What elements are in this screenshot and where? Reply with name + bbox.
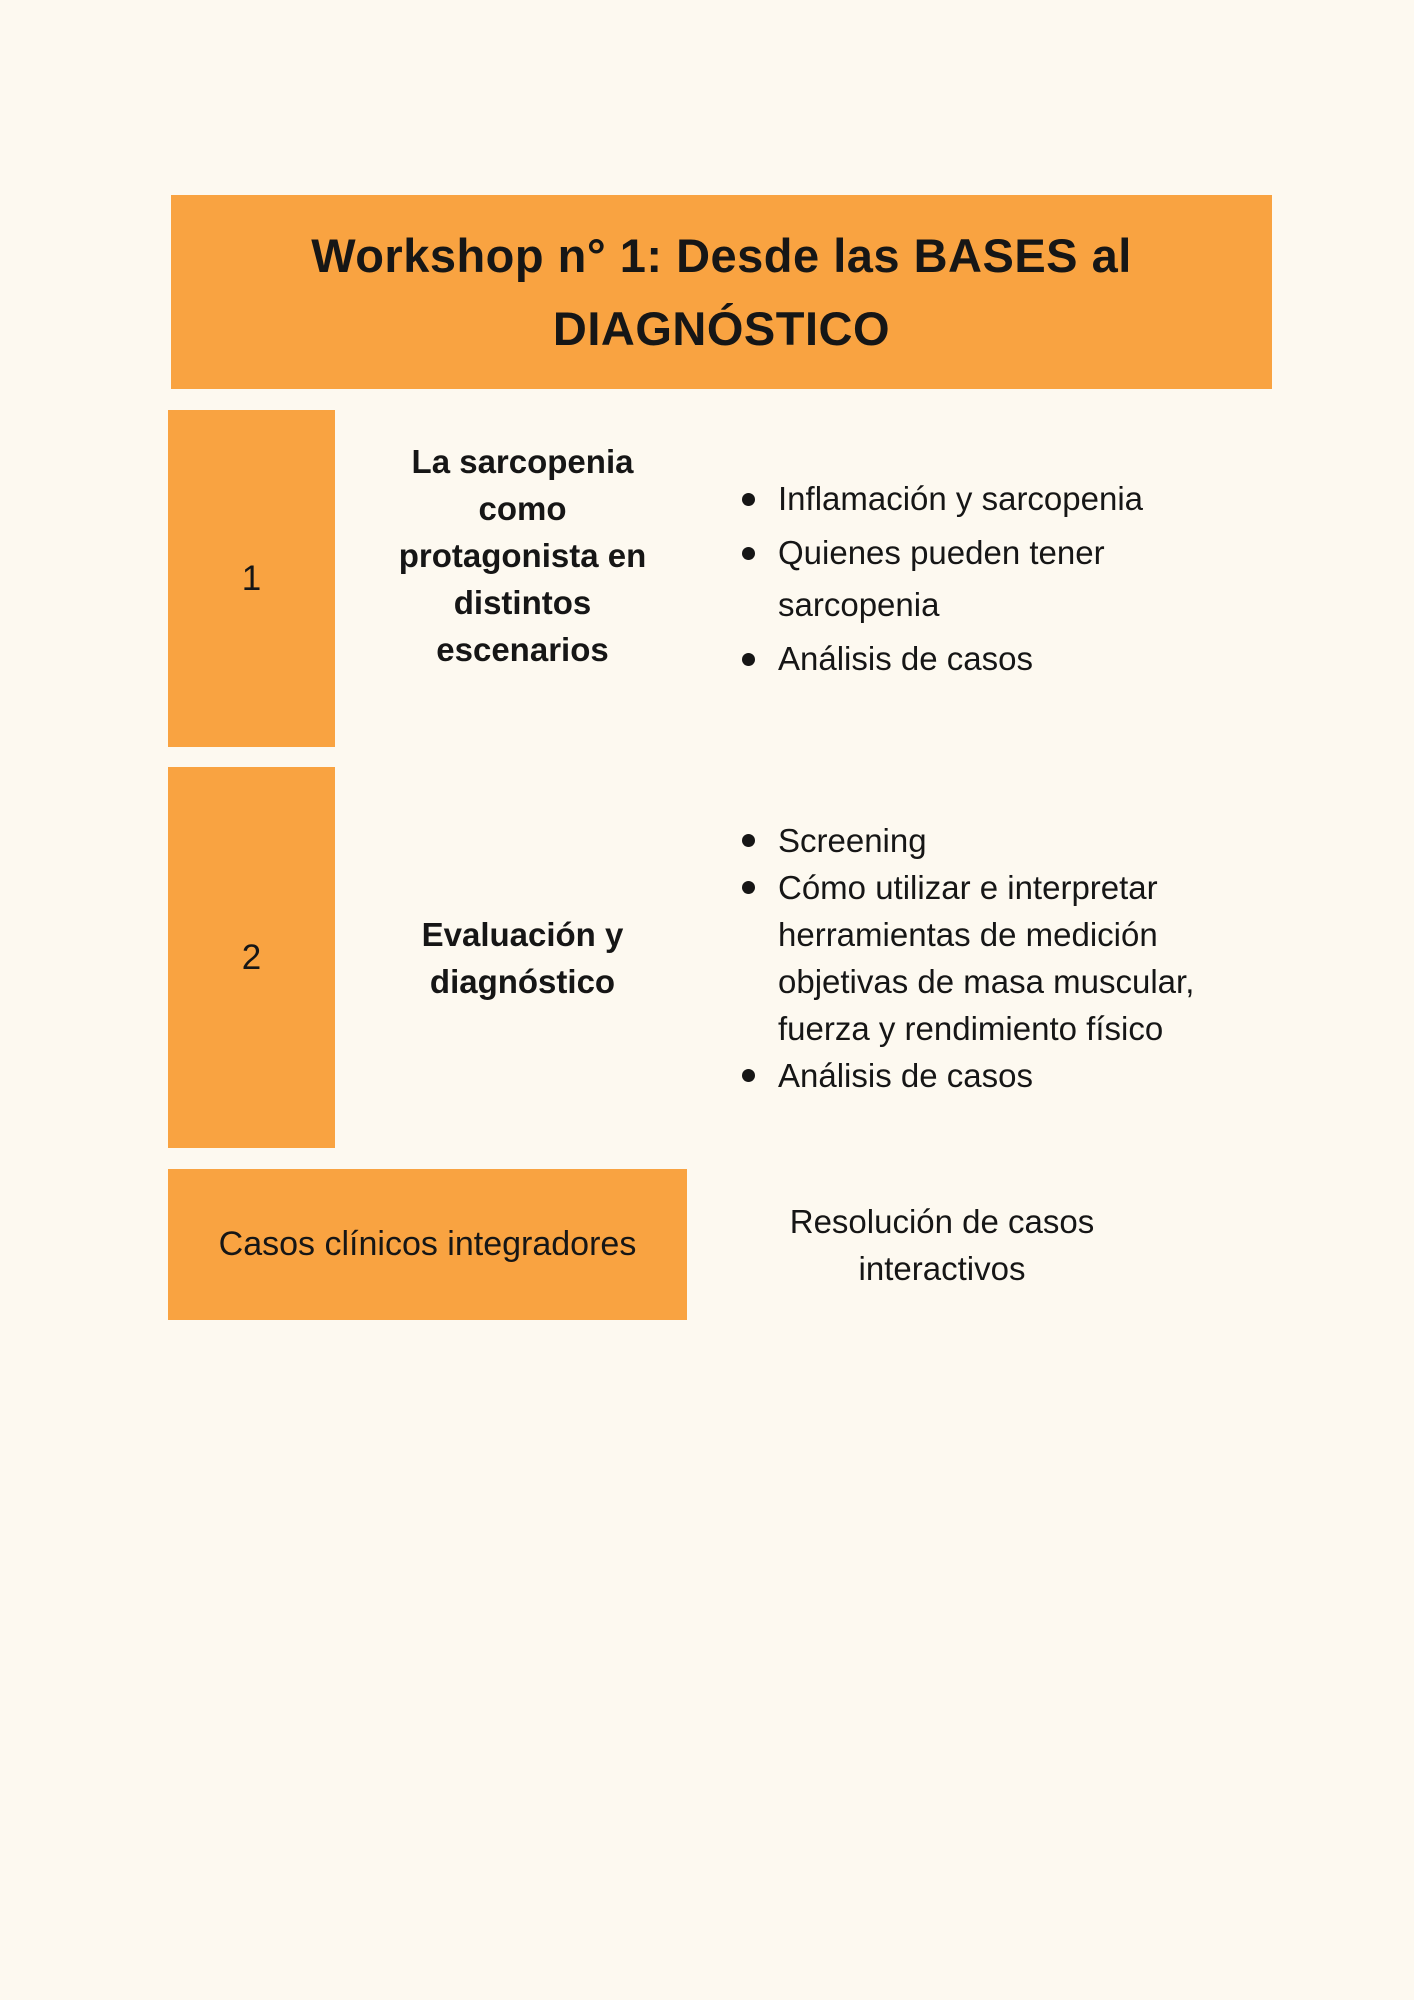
integrative-cases-description: Resolución de casos interactivos — [789, 1202, 1095, 1287]
module-2-number: 2 — [241, 937, 262, 977]
module-2-title-line: Evaluación y — [421, 915, 624, 953]
page-title-line-2: DIAGNÓSTICO — [552, 302, 891, 355]
bullet-icon — [742, 834, 755, 847]
integrative-cases-box — [168, 1169, 687, 1320]
module-1-title-line: distintos — [453, 584, 592, 621]
module-1-title-line: La sarcopenia — [411, 443, 634, 480]
bullet-icon — [742, 493, 755, 506]
module-2-title-line: diagnóstico — [429, 962, 616, 1000]
bullet-text: Cómo utilizar e interpretar herramientas de medición objetivas de masa muscular, fuerza y rendimiento físico — [778, 868, 1195, 1047]
module-1-topic-list — [730, 410, 1216, 747]
list-item — [730, 864, 1216, 1052]
list-item — [730, 527, 1216, 631]
list-item — [730, 473, 1216, 525]
module-2-title — [335, 767, 710, 1148]
page-title — [311, 219, 1132, 365]
bullet-text: Análisis de casos — [778, 639, 1033, 677]
bullet-icon — [742, 1069, 755, 1082]
header-banner — [171, 195, 1272, 389]
module-2-number-box — [168, 767, 335, 1148]
module-2-topic-list — [730, 767, 1216, 1148]
module-1-title-line: escenarios — [436, 631, 609, 668]
bullet-icon — [742, 547, 755, 560]
list-item — [730, 633, 1216, 685]
module-1-title — [335, 410, 710, 747]
bullet-text: Análisis de casos — [778, 1056, 1033, 1094]
module-1-number-box — [168, 410, 335, 747]
module-1-title-line: protagonista en — [398, 537, 647, 574]
bullet-icon — [742, 653, 755, 666]
page-title-line-1: Workshop n° 1: Desde las BASES al — [311, 229, 1132, 282]
bullet-icon — [742, 881, 755, 894]
module-1-title-line: como — [478, 490, 567, 527]
list-item — [730, 1052, 1216, 1099]
bullet-text: Quienes pueden tener sarcopenia — [778, 533, 1105, 623]
integrative-cases-label: Casos clínicos integradores — [218, 1225, 637, 1263]
list-item — [730, 817, 1216, 864]
bullet-text: Screening — [778, 821, 927, 859]
bullet-text: Inflamación y sarcopenia — [778, 479, 1144, 517]
module-1-number: 1 — [241, 558, 262, 598]
